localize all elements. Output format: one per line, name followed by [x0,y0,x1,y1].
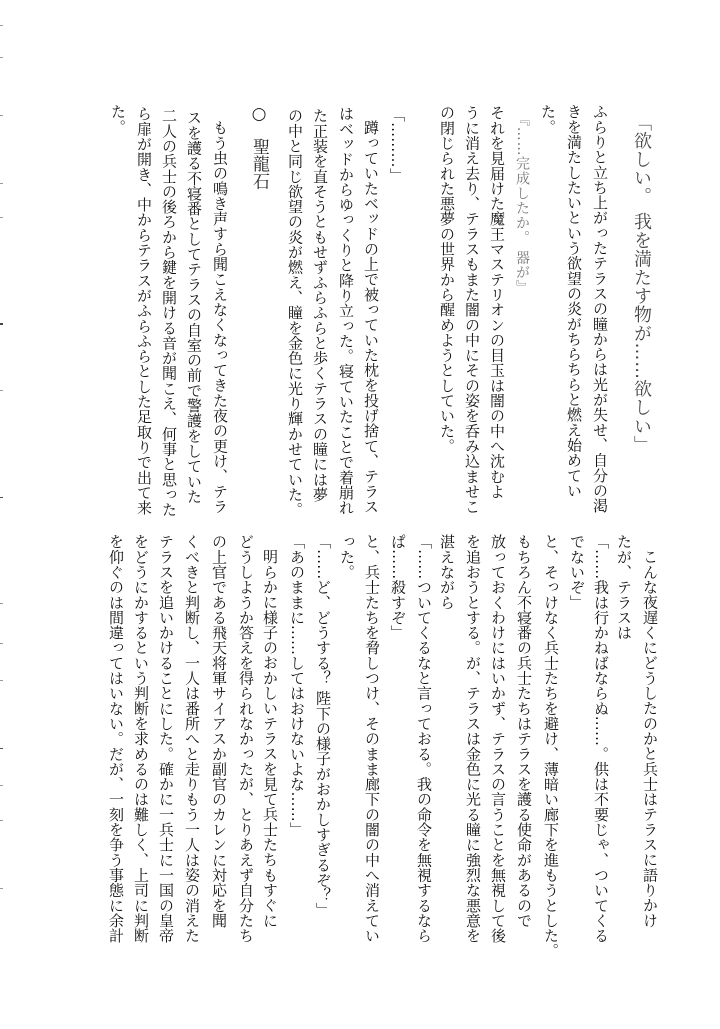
text-column: くべきと判断し、一人は番所へと走りもう一人は姿の消えた [183,534,201,944]
scan-artifact [0,25,3,26]
section-marker-icon: ○ [249,104,269,125]
dialogue-column: 「………」 [388,107,406,183]
scan-artifact [0,748,3,749]
text-column: の上官である飛天将軍サイアスか副官のカレンに対応を聞 [210,534,228,928]
text-column: こんな夜遅くにどうしたのかと兵士はテラスに語りかけ [641,549,659,928]
text-column: ら扉が開き、中からテラスがふらふらとした足取りで出て来 [135,106,153,516]
text-column: テラスを追いかけることにした。確かに一兵士に一国の皇帝 [157,534,175,944]
text-column: をどうにかするという判断を求めるのは難しく、上司に判断 [132,534,150,944]
scan-artifact [0,603,3,604]
dialogue-column: 「……ついてくるなと言っておる。我の命令を無視するなら [415,534,433,944]
text-column: た正装を直そうともせずふらふらと歩くテラスの瞳には夢 [311,108,329,502]
text-column: でないぞ」 [568,534,586,610]
scan-artifact [0,785,3,786]
dialogue-column: 「……ど、どうする？ 陛下の様子がおかしすぎるぞ？」 [314,534,332,918]
scan-artifact [0,643,3,644]
text-column: った。 [338,534,356,580]
scan-artifact [0,183,3,184]
text-column: もちろん不寝番の兵士たちはテラスを護る使命があるので [515,534,533,928]
scan-artifact [0,217,3,218]
text-column: 蹲っていたベッドの上で被っていた枕を投げ捨て、テラス [362,120,380,514]
text-column: た。 [109,104,127,135]
scan-artifact [0,323,3,325]
text-column: きを満たしたいという欲望の炎がちらちらと燃え始めてい [565,104,583,498]
text-column: それを見届けた魔王マステリオンの目玉は闇の中へ沈むよ [488,105,506,499]
text-column: たが、テラスは [615,534,633,641]
dialogue-column-desire: 「欲しい。 我を満たす物が……欲しい」 [631,113,652,455]
text-column: どうしようか答えを得られなかったが、とりあえず自分たち [237,534,255,944]
dialogue-column-demon: 『……完成したか。 器が』 [514,112,530,295]
text-column: 明らかに様子のおかしいテラスを見て兵士たちもすぐに [261,549,279,928]
dialogue-column: 「……我は行かねばならぬ……。供は不要じゃ、ついてくる [592,534,610,944]
text-column: 湛えながら [438,534,456,610]
text-column: た。 [539,104,557,135]
text-column: はベッドからゆっくりと降り立った。寝ていたことで着崩れ [337,106,355,516]
text-column: スを護る不寝番としてテラスの自室の前で警護をしていた [185,110,203,504]
text-column: もう虫の鳴き声すら聞こえなくなってきた夜の更け、テラ [211,120,229,514]
text-column: と、兵士たちを脅しつけ、そのまま廊下の闇の中へ消えてい [363,534,381,944]
scan-artifact [0,888,3,889]
dialogue-column: 「あのままに……してはおけないよな……」 [288,534,306,837]
text-column: と、そっけなく兵士たちを避け、薄暗い廊下を進もうとした。 [542,534,560,959]
text-column: の中と同じ欲望の炎が燃え、瞳を金色に光り輝かせていた。 [286,108,304,518]
scan-artifact [0,680,3,681]
text-column: 二人の兵士の後ろから鍵を開ける音が聞こえ、何事と思った [160,108,178,518]
scan-artifact [0,390,3,391]
scan-artifact [0,820,3,821]
text-column: うに消え去り、テラスもまた闇の中にその姿を呑み込ませこ [463,105,481,515]
dialogue-column: ぱ……殺すぞ」 [389,534,407,641]
text-column: 放っておくわけにはいかず、テラスの言うことを無視して後 [489,534,507,944]
scan-artifact [0,497,3,498]
text-column: ふらりと立ち上がったテラスの瞳からは光が失せ、自分の渇 [591,104,609,514]
scan-artifact [0,57,3,58]
section-title: 聖龍石 [249,138,269,190]
text-column: の閉じられた悪夢の世界から醒めようとしていた。 [438,105,456,454]
text-column: を追おうとする。が、テラスは金色に光る瞳に強烈な悪意を [464,534,482,944]
scan-artifact [0,115,3,116]
text-column: を仰ぐのは間違ってはいない。だが、一刻を争う事態に余計 [107,534,125,944]
